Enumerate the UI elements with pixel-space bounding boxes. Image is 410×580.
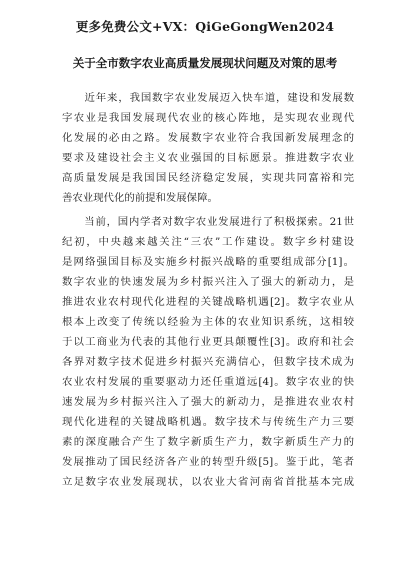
text-line: 根本上改变了传统以经验为主体的农业知识系统，这相较 bbox=[62, 316, 354, 328]
document-body bbox=[62, 88, 354, 492]
text-line: 近年来，我国数字农业发展迈入快车道，建设和发展数 bbox=[62, 92, 354, 104]
text-line: 现代化进程的关键战略机遇。数字技术与传统生产力三要 bbox=[62, 416, 354, 428]
text-line: 当前，国内学者对数字农业发展进行了积极探索。21世 bbox=[62, 216, 354, 228]
text-line: 推进农业农村现代化进程的关键战略机遇[2]。数字农业从 bbox=[62, 296, 354, 308]
promo-header: 更多免费公文+VX：QiGeGongWen2024 bbox=[75, 19, 335, 34]
paragraph-2 bbox=[62, 212, 354, 492]
text-line: 化发展的必由之路。发展数字农业符合我国新发展理念的 bbox=[62, 132, 354, 144]
text-line: 立足数字农业发展现状，以农业大省河南省首批基本完成 bbox=[62, 476, 354, 488]
text-line: 发展推动了国民经济各产业的转型升级[5]。鉴于此，笔者 bbox=[62, 456, 354, 468]
text-line: 速发展为乡村振兴注入了强大的新动力，是推进农业农村 bbox=[62, 396, 354, 408]
text-line: 数字农业的快速发展为乡村振兴注入了强大的新动力，是 bbox=[62, 276, 354, 288]
text-line: 善农业现代化的前提和发展保障。 bbox=[62, 192, 218, 204]
text-line: 农业农村发展的重要驱动力还任重道远[4]。数字农业的快 bbox=[62, 376, 354, 388]
text-line: 纪初，中央越来越关注“三农”工作建设。数字乡村建设 bbox=[62, 236, 354, 248]
text-line: 高质量发展是我国国民经济稳定发展，实现共同富裕和完 bbox=[62, 172, 354, 184]
document-title: 关于全市数字农业高质量发展现状问题及对策的思考 bbox=[72, 56, 338, 70]
text-line: 素的深度融合产生了数字新质生产力，数字新质生产力的 bbox=[62, 436, 354, 448]
text-line: 要求及建设社会主义农业强国的目标愿景。推进数字农业 bbox=[62, 152, 354, 164]
text-line: 字农业是我国发展现代农业的核心阵地，是实现农业现代 bbox=[62, 112, 354, 124]
text-line: 各界对数字技术促进乡村振兴充满信心，但数字技术成为 bbox=[62, 356, 354, 368]
text-line: 于以工商业为代表的其他行业更具颠覆性[3]。政府和社会 bbox=[62, 336, 354, 348]
paragraph-1 bbox=[62, 88, 354, 208]
text-line: 是网络强国目标及实施乡村振兴战略的重要组成部分[1]。 bbox=[62, 256, 354, 268]
